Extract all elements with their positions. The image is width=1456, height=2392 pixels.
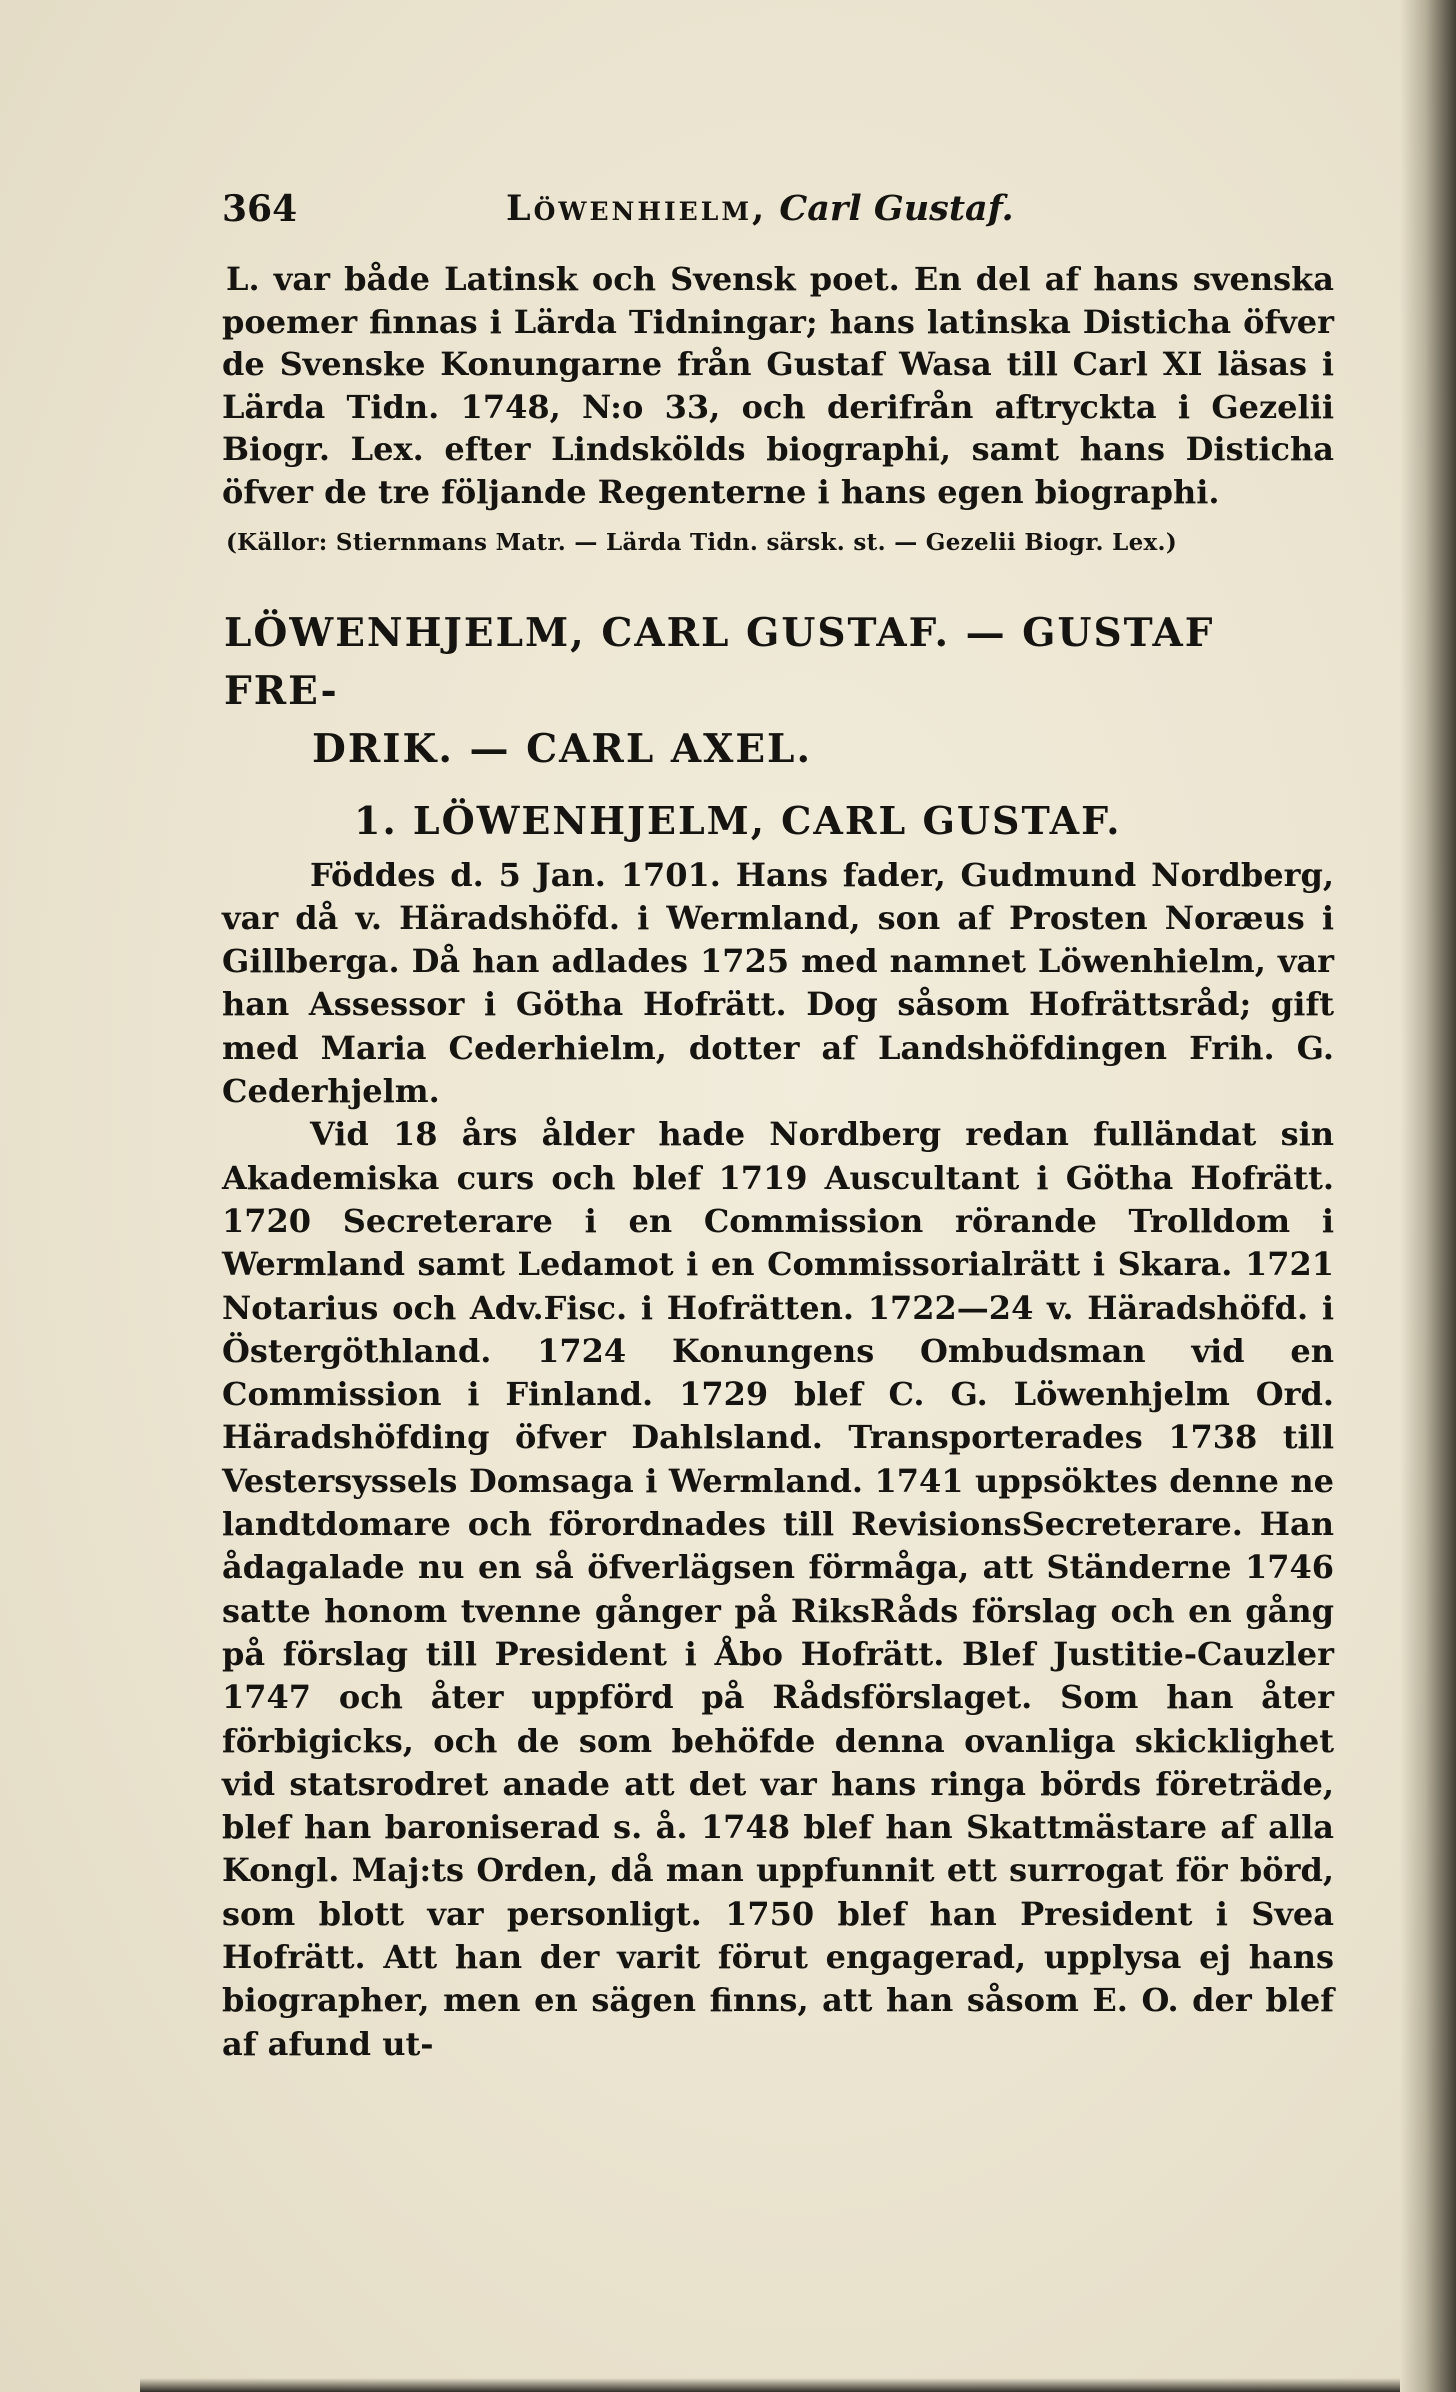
page-gutter-shadow — [1400, 0, 1456, 2392]
running-head-surname: Löwenhielm, — [506, 188, 768, 229]
page-header — [222, 180, 1342, 236]
section-heading — [222, 604, 1334, 778]
intro-paragraph: L. var både Latinsk och Svensk poet. En del af hans svenska poemer finnas i Lärda Tidningar; hans latinska Disticha öfver de Svenske Konungarne från Gustaf Wasa till Carl XI läsas i Lärda Tidn. 1748, N:o 33, och derifrån aftryckta i Gezelii Biogr. Lex. efter Lindskölds biographi, samt hans Disticha öfver de tre följande Regenterne i hans egen biographi. — [222, 260, 1334, 511]
running-head-given-names: Carl Gustaf. — [779, 188, 1014, 229]
sub-heading: 1. LÖWENHJELM, CARL GUSTAF. — [354, 797, 1122, 843]
page-bottom-edge — [140, 2378, 1400, 2392]
bio-paragraph-2: Vid 18 års ålder hade Nordberg redan fulländat sin Akademiska curs och blef 1719 Auscultant i Götha Hofrätt. 1720 Secreterare i en Commission rörande Trolldom i Wermland samt Ledamot i en Commissorialrätt i Skara. 1721 Notarius och Adv.Fisc. i Hofrätten. 1722—24 v. Häradshöfd. i Östergöthland. 1724 Konungens Ombudsman vid en Commission i Finland. 1729 blef C. G. Löwenhjelm Ord. Häradshöfding öfver Dahlsland. Transporterades 1738 till Vestersyssels Domsaga i Wermland. 1741 uppsöktes denne ne landtdomare och förordnades till RevisionsSecreterare. Han ådagalade nu en så öfverlägsen förmåga, att Ständerne 1746 satte honom tvenne gånger på RiksRåds förslag och en gång på förslag till President i Åbo Hofrätt. Blef Justitie-Cauzler 1747 och åter uppförd på Rådsförslaget. Som han åter förbigicks, och de som behöfde denna ovanliga skicklighet vid statsrodret anade att det var hans ringa börds företräde, blef han baroniserad s. å. 1748 blef han Skattmästare af alla Kongl. Maj:ts Orden, då man uppfunnit ett surrogat för börd, som blott var personligt. 1750 blef han President i Svea Hofrätt. Att han der varit förut engagerad, upplysa ej hans biographer, men en sägen finns, att han såsom E. O. der blef af afund ut- — [222, 1115, 1334, 2063]
bio-paragraph-1: Föddes d. 5 Jan. 1701. Hans fader, Gudmund Nordberg, var då v. Häradshöfd. i Wermland, son af Prosten Noræus i Gillberga. Då han adlades 1725 med namnet Löwenhielm, var han Assessor i Götha Hofrätt. Dog såsom Hofrättsråd; gift med Maria Cederhielm, dotter af Landshöfdingen Frih. G. Cederhjelm. — [222, 855, 1334, 1111]
page-number: 364 — [222, 188, 298, 230]
running-head — [506, 188, 1014, 229]
page-body — [222, 258, 1334, 2066]
section-heading-line-1: LÖWENHJELM, CARL GUSTAF. — GUSTAF FRE- — [224, 609, 1215, 714]
sources-line: (Källor: Stiernmans Matr. — Lärda Tidn. särsk. st. — Gezelii Biogr. Lex.) — [226, 528, 1178, 556]
section-heading-line-2: DRIK. — CARL AXEL. — [312, 725, 813, 772]
